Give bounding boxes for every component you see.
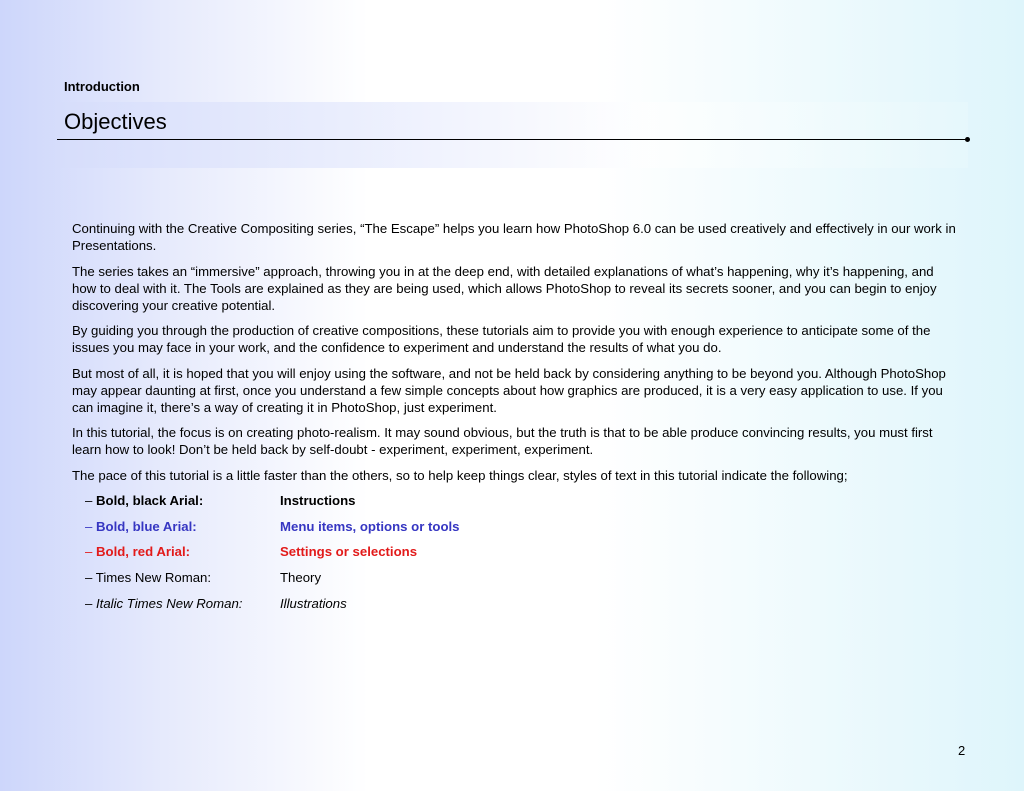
paragraph-focus: In this tutorial, the focus is on creating photo-realism. It may sound obvious, but the truth is that to be able produce convincing results, you must first learn how to look! Don’t be held back by self-doubt - experiment, experiment, experiment. bbox=[72, 425, 933, 457]
paragraph-intro: Continuing with the Creative Compositing series, “The Escape” helps you learn how PhotoShop 6.0 can be used creatively and effectively in our work in Presentations. bbox=[72, 221, 956, 253]
title-divider bbox=[57, 139, 968, 140]
legend-key-black bbox=[85, 492, 203, 509]
legend-dash: – bbox=[85, 570, 96, 586]
legend-value-blue: Menu items, options or tools bbox=[280, 518, 460, 534]
page-number: 2 bbox=[958, 743, 966, 758]
text-style-legend bbox=[72, 492, 957, 620]
legend-row-blue bbox=[72, 518, 957, 544]
section-label: Introduction bbox=[64, 79, 140, 94]
legend-key-label: Bold, red Arial: bbox=[96, 544, 191, 560]
legend-key-label: Italic Times New Roman: bbox=[96, 595, 243, 611]
legend-row-italic-times bbox=[72, 595, 957, 621]
paragraph-approach: The series takes an “immersive” approach, throwing you in at the deep end, with detailed explanations of what’s happening, why it’s happening, and how to deal with it. The Tools are explained as they are being used, which allows PhotoShop to reveal its secrets sooner, and you can begin to enjoy discovering your creative potential. bbox=[72, 263, 937, 313]
paragraph-guidance: By guiding you through the production of creative compositions, these tutorials aim to provide you with enough experience to anticipate some of the issues you may face in your work, and the confidence to experiment and understand the results of what you do. bbox=[72, 323, 931, 355]
divider-end-dot bbox=[965, 137, 970, 142]
legend-value-italic-times: Illustrations bbox=[280, 595, 347, 611]
legend-row-black bbox=[72, 492, 957, 518]
paragraph-pace: The pace of this tutorial is a little faster than the others, so to help keep things clear, styles of text in this tutorial indicate the following; bbox=[72, 467, 848, 483]
legend-row-times bbox=[72, 569, 957, 595]
legend-value-times: Theory bbox=[280, 570, 322, 586]
legend-key-blue bbox=[85, 518, 197, 535]
legend-dash: – bbox=[85, 595, 96, 611]
legend-value-red: Settings or selections bbox=[280, 544, 418, 560]
legend-row-red bbox=[72, 543, 957, 569]
legend-key-times bbox=[85, 569, 211, 586]
legend-dash: – bbox=[85, 544, 96, 560]
legend-dash: – bbox=[85, 518, 96, 534]
legend-key-label: Bold, blue Arial: bbox=[96, 518, 197, 534]
legend-key-red bbox=[85, 543, 190, 560]
legend-key-label: Bold, black Arial: bbox=[96, 493, 204, 508]
legend-value-black: Instructions bbox=[280, 493, 356, 508]
legend-dash: – bbox=[85, 493, 96, 508]
legend-key-label: Times New Roman: bbox=[95, 570, 212, 586]
page-title: Objectives bbox=[64, 109, 167, 134]
paragraph-enjoyment: But most of all, it is hoped that you will enjoy using the software, and not be held back by considering anything to be beyond you. Although PhotoShop may appear daunting at first, once you understand a few simple concepts about how graphics are produced, it is a very easy application to use. If you can imagine it, there’s a way of creating it in PhotoShop, just experiment. bbox=[72, 365, 946, 415]
title-band bbox=[57, 102, 968, 168]
body-text bbox=[72, 220, 957, 620]
legend-key-italic-times bbox=[85, 595, 242, 612]
